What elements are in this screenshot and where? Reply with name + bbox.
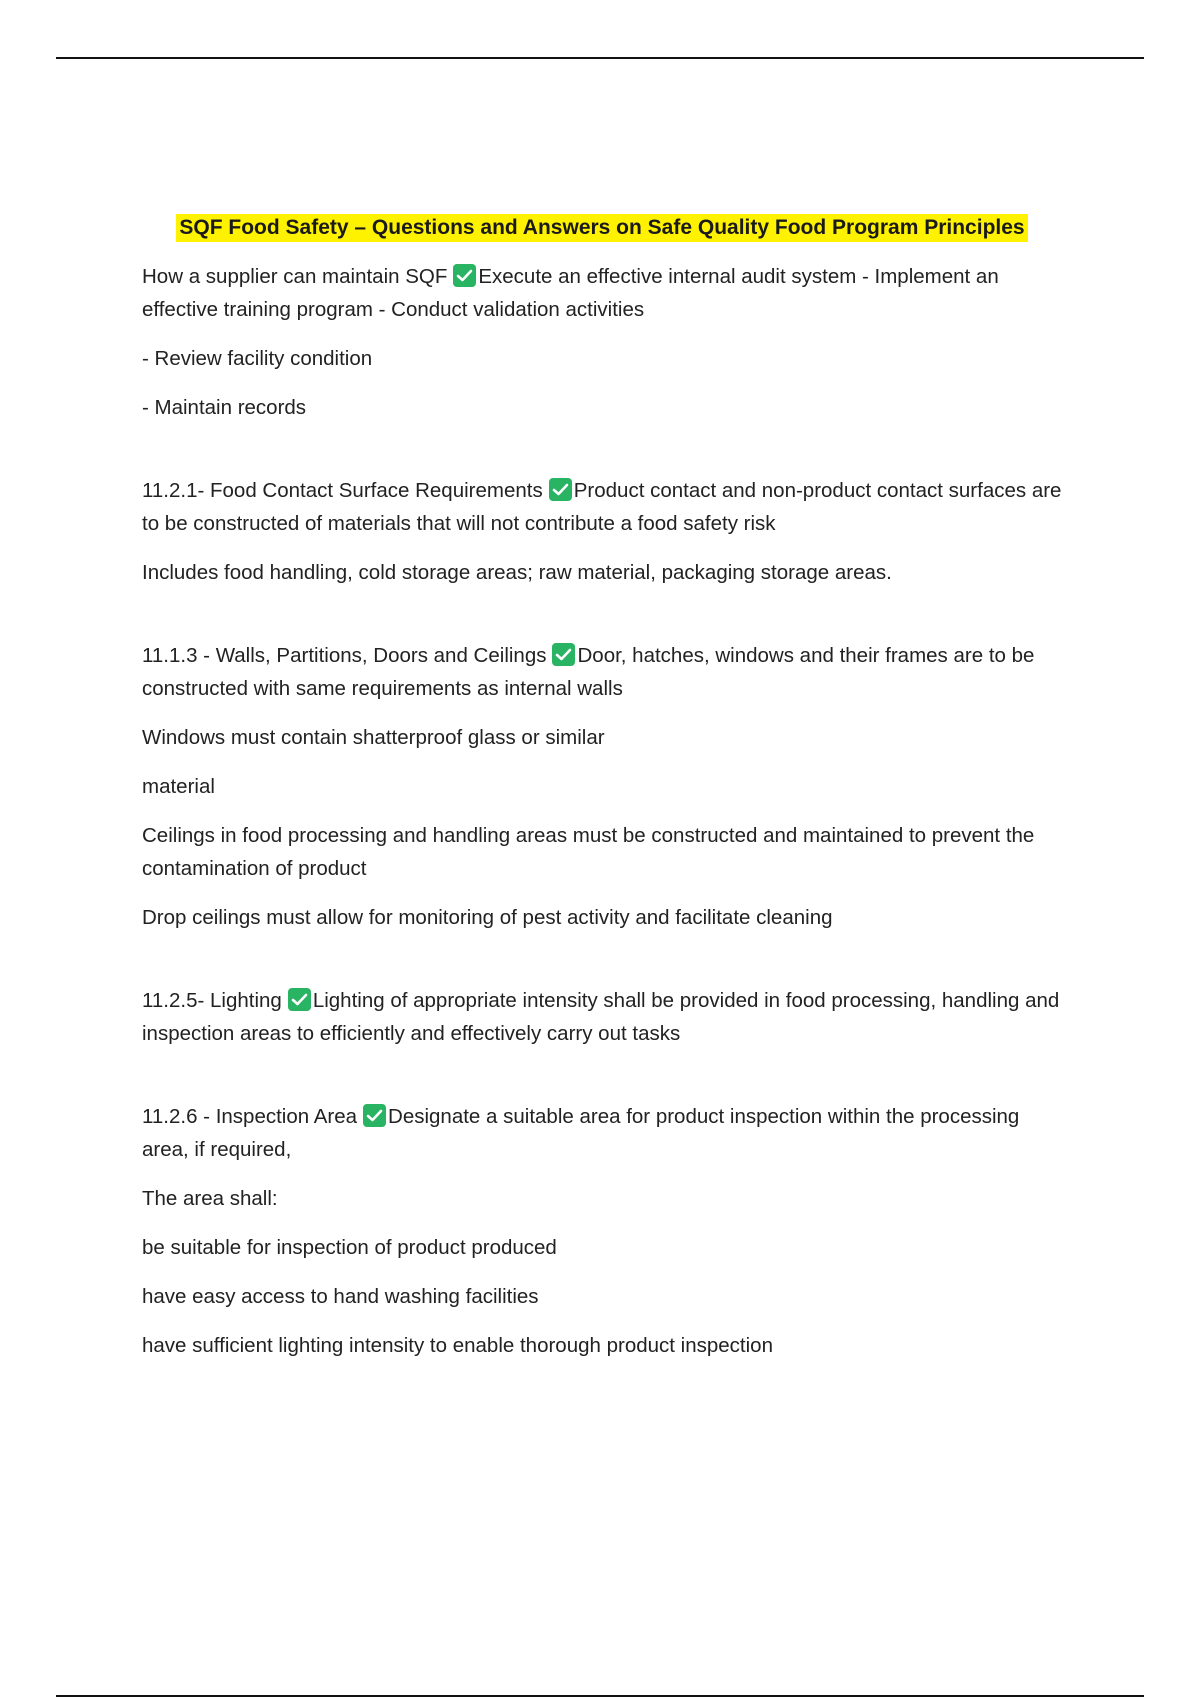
question-text: 11.2.1- Food Contact Surface Requirements	[142, 479, 543, 502]
qa-line	[142, 1100, 1062, 1166]
section-spacer	[142, 605, 1062, 639]
check-mark-icon	[288, 988, 311, 1011]
answer-text: Designate a suitable area for product inspection within the processing area, if required,	[142, 1105, 1020, 1161]
extra-line: Includes food handling, cold storage areas; raw material, packaging storage areas.	[142, 561, 892, 584]
qa-line	[142, 639, 1062, 705]
qa-section	[142, 260, 1062, 424]
document-title: SQF Food Safety – Questions and Answers on Safe Quality Food Program Principles	[176, 214, 1027, 242]
extra-line: The area shall:	[142, 1187, 278, 1210]
question-text: 11.2.5- Lighting	[142, 989, 282, 1012]
qa-section	[142, 984, 1062, 1050]
qa-section	[142, 1100, 1062, 1362]
section-spacer	[142, 440, 1062, 474]
extra-line: - Maintain records	[142, 396, 307, 419]
check-mark-icon	[363, 1104, 386, 1127]
extra-line: material	[142, 775, 215, 798]
extra-line: have sufficient lighting intensity to enable thorough product inspection	[142, 1334, 773, 1357]
extra-line: Windows must contain shatterproof glass or similar	[142, 726, 605, 749]
answer-text: Lighting of appropriate intensity shall be provided in food processing, handling and inspection areas to efficiently and effectively carry out tasks	[142, 989, 1060, 1045]
qa-section	[142, 639, 1062, 934]
answer-text: Product contact and non-product contact surfaces are to be constructed of materials that will not contribute a food safety risk	[142, 479, 1062, 535]
title-wrap	[142, 214, 1062, 242]
bottom-rule	[56, 1695, 1144, 1697]
section-spacer	[142, 1066, 1062, 1100]
extra-line: be suitable for inspection of product produced	[142, 1236, 557, 1259]
extra-line: Ceilings in food processing and handling areas must be constructed and maintained to prevent the contamination of product	[142, 824, 1035, 880]
qa-line	[142, 260, 1062, 326]
question-text: How a supplier can maintain SQF	[142, 265, 448, 288]
extra-line: Drop ceilings must allow for monitoring of pest activity and facilitate cleaning	[142, 906, 833, 929]
check-mark-icon	[549, 478, 572, 501]
document-page	[142, 214, 1062, 1378]
question-text: 11.2.6 - Inspection Area	[142, 1105, 358, 1128]
section-spacer	[142, 950, 1062, 984]
question-text: 11.1.3 - Walls, Partitions, Doors and Ceilings	[142, 644, 547, 667]
check-mark-icon	[552, 643, 575, 666]
qa-line	[142, 984, 1062, 1050]
answer-text: Execute an effective internal audit system - Implement an effective training program - Conduct validation activities	[142, 265, 999, 321]
extra-line: - Review facility condition	[142, 347, 373, 370]
check-mark-icon	[453, 264, 476, 287]
answer-text: Door, hatches, windows and their frames are to be constructed with same requirements as internal walls	[142, 644, 1035, 700]
top-rule	[56, 57, 1144, 59]
extra-line: have easy access to hand washing facilities	[142, 1285, 539, 1308]
qa-section	[142, 474, 1062, 589]
qa-line	[142, 474, 1062, 540]
